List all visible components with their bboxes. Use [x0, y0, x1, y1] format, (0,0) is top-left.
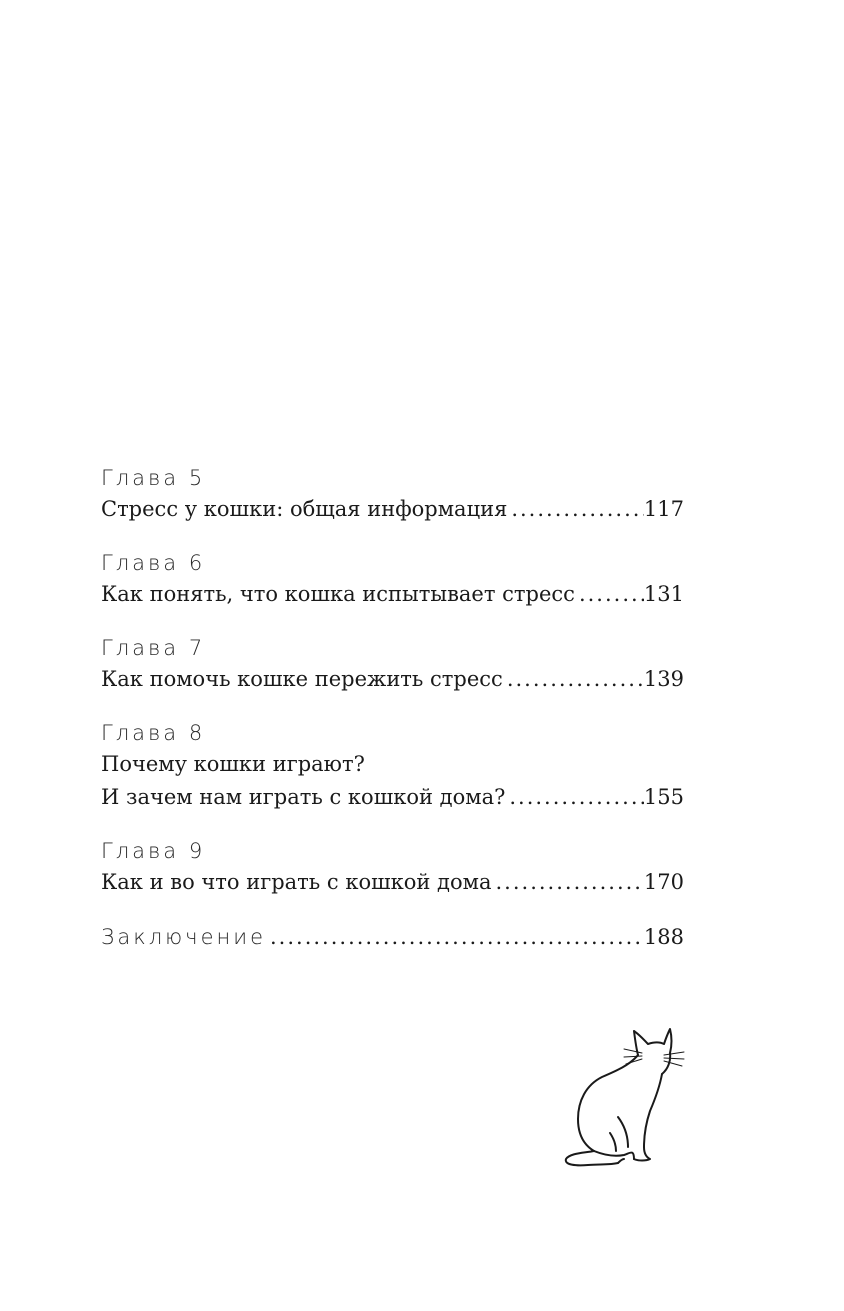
chapter-title: Как помочь кошке пережить стресс	[101, 667, 503, 691]
toc-row	[101, 663, 684, 696]
page-number: 170	[643, 870, 684, 894]
chapter-label: Глава 9	[101, 839, 206, 863]
dot-leader	[575, 578, 644, 611]
chapter-title: Как и во что играть с кошкой дома	[101, 870, 492, 894]
dot-leader	[503, 663, 644, 696]
page-number: 117	[643, 497, 684, 521]
chapter-title-line: Почему кошки играют?	[101, 752, 365, 776]
chapter-label: Глава 6	[101, 551, 206, 575]
page-number: 131	[643, 582, 684, 606]
toc-entry-conclusion	[101, 921, 684, 954]
chapter-label: Глава 5	[101, 466, 206, 490]
dot-leader	[507, 493, 644, 526]
conclusion-title: Заключение	[101, 925, 266, 949]
chapter-label: Глава 7	[101, 636, 206, 660]
toc-row	[101, 866, 684, 899]
toc-entry-chapter-8	[101, 718, 684, 814]
page-number: 155	[643, 785, 684, 809]
chapter-label: Глава 8	[101, 721, 206, 745]
dot-leader	[492, 866, 644, 899]
toc-entry-chapter-6	[101, 548, 684, 611]
chapter-title: Стресс у кошки: общая информация	[101, 497, 508, 521]
toc-row	[101, 781, 684, 814]
toc-entry-chapter-7	[101, 633, 684, 696]
dot-leader	[505, 781, 644, 814]
page-number: 188	[643, 925, 684, 949]
dot-leader	[266, 921, 644, 954]
chapter-title: Как понять, что кошка испытывает стресс	[101, 582, 575, 606]
page-number: 139	[643, 667, 684, 691]
table-of-contents	[101, 463, 684, 954]
toc-entry-chapter-5	[101, 463, 684, 526]
sitting-cat-icon	[558, 1025, 688, 1167]
toc-row	[101, 578, 684, 611]
toc-entry-chapter-9	[101, 836, 684, 899]
toc-row	[101, 493, 684, 526]
chapter-title: И зачем нам играть с кошкой дома?	[101, 785, 506, 809]
